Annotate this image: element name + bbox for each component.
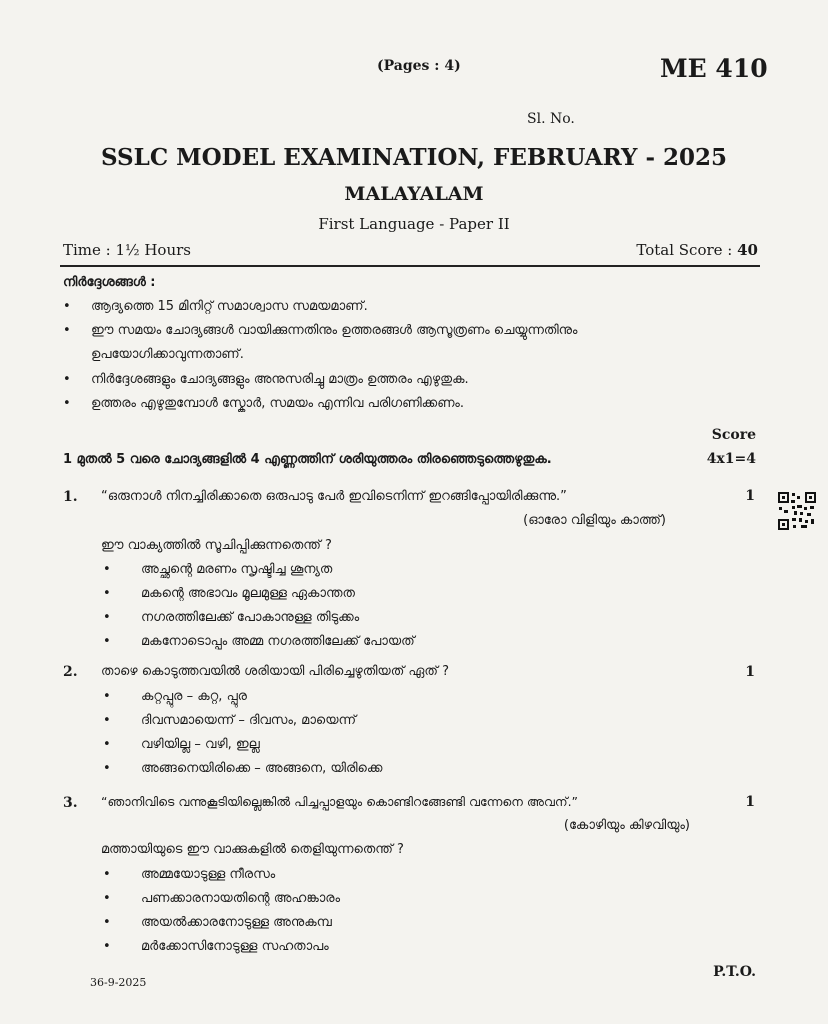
page-count: (Pages : 4) — [377, 58, 461, 74]
question-text: താഴെ കൊടുത്തവയിൽ ശരിയായി പിരിച്ചെഴുതിയത് ഏത് ? — [101, 664, 450, 679]
option-item: • അച്ഛന്റെ മരണം സൃഷ്ടിച്ച ശൂന്യത — [103, 562, 333, 577]
option-item: • വഴിയില്ല – വഴി, ഇല്ല — [103, 737, 260, 752]
question-prompt: മത്തായിയുടെ ഈ വാക്കുകളിൽ തെളിയുന്നതെന്ത് ? — [101, 842, 404, 857]
option-item: • ദിവസമായെന്ന് – ദിവസം, മായെന്ന് — [103, 713, 357, 728]
question-source: (കോഴിയും കിഴവിയും) — [563, 818, 690, 833]
question-number: 1. — [63, 489, 78, 505]
option-item: • മകനോടൊപ്പം അമ്മ നഗരത്തിലേക്ക് പോയത് — [103, 634, 415, 649]
score-column-heading: Score — [711, 427, 756, 443]
question-number: 3. — [63, 795, 78, 811]
qr-code-icon — [777, 491, 817, 531]
option-item: • അയൽക്കാരനോടുള്ള അനുകമ്പ — [103, 915, 332, 930]
option-item: • നഗരത്തിലേക്ക് പോകാനുള്ള തിടുക്കം — [103, 610, 360, 625]
question-mark: 1 — [745, 664, 755, 680]
instruction-item: • ഉത്തരം എഴുതുമ്പോൾ സ്കോർ, സമയം എന്നിവ പരിഗണിക്കണം. — [63, 396, 465, 411]
option-item: • അമ്മയോടുള്ള നീരസം — [103, 867, 276, 882]
total-score-value: 40 — [737, 241, 758, 259]
subject-title: MALAYALAM — [344, 183, 484, 205]
instructions-heading: നിർദ്ദേശങ്ങൾ : — [63, 275, 156, 290]
exam-title: SSLC MODEL EXAMINATION, FEBRUARY - 2025 — [100, 144, 728, 171]
question-source: (ഓരോ വിളിയും കാത്ത്) — [523, 513, 666, 528]
section-instruction: 1 മുതൽ 5 വരെ ചോദ്യങ്ങളിൽ 4 എണ്ണത്തിന് ശരിയുത്തരം തിരഞ്ഞെടുത്തെഴുതുക. — [63, 452, 552, 467]
option-item: • പണക്കാരനായതിന്റെ അഹങ്കാരം — [103, 891, 341, 906]
header-divider — [60, 265, 760, 267]
time-allowed: Time : 1½ Hours — [63, 241, 191, 259]
option-item: • മകന്റെ അഭാവം മൂലമുള്ള ഏകാന്തത — [103, 586, 355, 601]
option-item: • അങ്ങനെയിരിക്കെ – അങ്ങനെ, യിരിക്കെ — [103, 761, 383, 776]
please-turn-over: P.T.O. — [713, 964, 756, 980]
instruction-item: • ആദ്യത്തെ 15 മിനിറ്റ് സമാശ്വാസ സമയമാണ്. — [63, 299, 368, 314]
serial-number-label: Sl. No. — [527, 111, 575, 127]
footer-code: 36-9-2025 — [90, 976, 147, 989]
option-item: • മർക്കോസിനോടുള്ള സഹതാപം — [103, 939, 329, 954]
instruction-item-continued: ഉപയോഗിക്കാവുന്നതാണ്. — [91, 347, 244, 362]
option-item: • കറ്റപ്പുര – കറ്റ, പ്പുര — [103, 689, 247, 704]
paper-code: ME 410 — [660, 54, 768, 83]
section-marks: 4x1=4 — [706, 451, 756, 467]
question-prompt: ഈ വാക്യത്തിൽ സൂചിപ്പിക്കുന്നതെന്ത് ? — [101, 538, 332, 553]
question-number: 2. — [63, 664, 78, 680]
instruction-item: • നിർദ്ദേശങ്ങളും ചോദ്യങ്ങളും അനുസരിച്ചു മാത്രം ഉത്തരം എഴുതുക. — [63, 372, 469, 387]
question-mark: 1 — [745, 488, 755, 504]
total-score — [636, 241, 758, 259]
instruction-item: • ഈ സമയം ചോദ്യങ്ങൾ വായിക്കുന്നതിനും ഉത്തരങ്ങൾ ആസൂത്രണം ചെയ്യുന്നതിനും — [63, 323, 578, 338]
total-score-label: Total Score : — [636, 241, 738, 259]
question-text: “ഞാനിവിടെ വന്നുകൂടിയില്ലെങ്കിൽ പിച്ചപ്പാളയും കൊണ്ടിറങ്ങേണ്ടി വന്നേനെ അവന്.” — [101, 794, 579, 809]
question-mark: 1 — [745, 794, 755, 810]
paper-subtitle: First Language - Paper II — [318, 215, 510, 233]
question-text: “ഒരുനാൾ നിനച്ചിരിക്കാതെ ഒരുപാടു പേർ ഇവിടെനിന്ന് ഇറങ്ങിപ്പോയിരിക്കുന്നു.” — [101, 489, 567, 504]
